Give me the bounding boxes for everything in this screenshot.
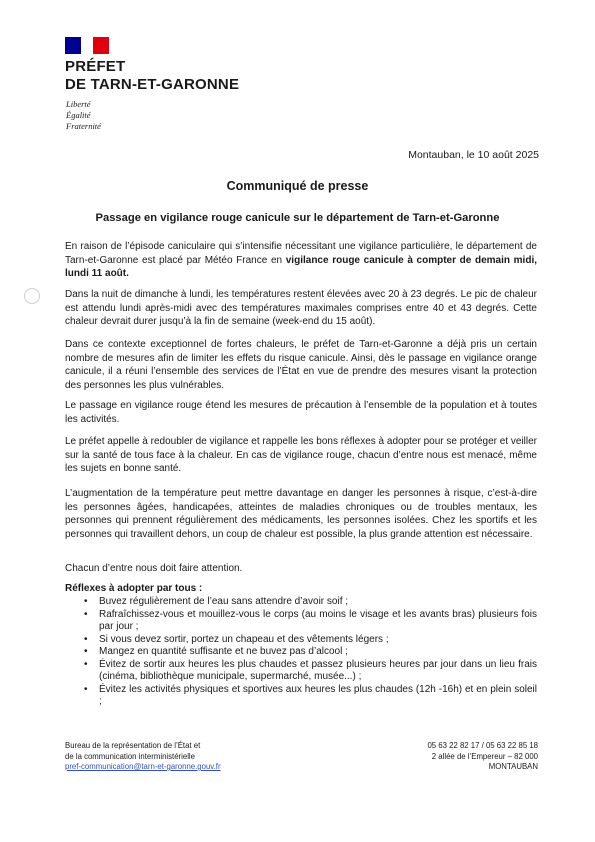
org-name-line1: PRÉFET <box>65 58 126 75</box>
list-item: • Si vous devez sortir, portez un chapeau et des vêtements légers ; <box>99 634 537 647</box>
footer-city: MONTAUBAN <box>488 762 538 771</box>
punch-hole-mark <box>24 288 40 304</box>
motto-egalite: Égalité <box>66 110 91 120</box>
footer-office-line2: de la communication interministérielle <box>65 751 196 761</box>
list-item: • Rafraîchissez-vous et mouillez-vous le corps (au moins le visage et les avants bras) plusieurs fois par jour ; <box>99 609 537 634</box>
marianne-flag-logo <box>65 37 109 54</box>
reflexes-heading: Réflexes à adopter par tous : <box>65 583 203 594</box>
footer-address: 2 allée de l’Empereur – 82 000 <box>431 751 538 761</box>
org-name-line2: DE TARN-ET-GARONNE <box>65 76 240 93</box>
motto-fraternite: Fraternité <box>66 121 101 131</box>
footer-office-line1: Bureau de la représentation de l’État et <box>65 741 201 750</box>
paragraph-4: Le passage en vigilance rouge étend les mesures de précaution à l’ensemble de la population et à toutes les activités. <box>65 400 537 425</box>
list-item: • Buvez régulièrement de l’eau sans attendre d’avoir soif ; <box>99 596 537 609</box>
footer-phones: 05 63 22 82 17 / 05 63 22 85 18 <box>427 741 538 750</box>
paragraph-7: Chacun d’entre nous doit faire attention. <box>65 563 243 574</box>
footer-contact-office <box>65 741 221 773</box>
paragraph-3: Dans ce contexte exceptionnel de fortes chaleurs, le préfet de Tarn-et-Garonne a déjà pris un certain nombre de mesures afin de limiter les effets du risque canicule. Ainsi, dès le passage en vigilance orange canicule, il a réuni l’ensemble des services de l’État en vue de prendre des mesures visant la protection des personnes les plus vulnérables. <box>65 339 537 391</box>
paragraph-1-text: En raison de l’épisode caniculaire qui s’intensifie nécessitant une vigilance particulière, le département de Tarn-et-Garonne est placé par Météo France en <box>65 241 537 266</box>
document-subtitle: Passage en vigilance rouge canicule sur le département de Tarn-et-Garonne <box>95 212 500 224</box>
list-item: • Évitez les activités physiques et sportives aux heures les plus chaudes (12h -16h) et en plein soleil ; <box>99 684 537 709</box>
reflexes-list <box>65 596 537 709</box>
footer-contact-address <box>427 741 538 773</box>
paragraph-2: Dans la nuit de dimanche à lundi, les températures restent élevées avec 20 à 23 degrés. Le pic de chaleur est attendu lundi après-midi avec des températures maximales comprises entre 40 et 43 degrés. Cette chaleur devrait durer jusqu’à la fin de semaine (week-end du 15 août). <box>65 289 537 327</box>
list-item: • Évitez de sortir aux heures les plus chaudes et passez plusieurs heures par jour dans un lieu frais (cinéma, bibliothèque municipale, supermarché, musée...) ; <box>99 659 537 684</box>
dateline: Montauban, le 10 août 2025 <box>408 149 539 161</box>
paragraph-1 <box>65 240 537 281</box>
footer-email-link[interactable]: pref-communication@tarn-et-garonne.gouv.fr <box>65 762 221 771</box>
document-title: Communiqué de presse <box>226 179 369 193</box>
motto-liberte: Liberté <box>66 99 91 109</box>
list-item: • Mangez en quantité suffisante et ne buvez pas d’alcool ; <box>99 646 537 659</box>
paragraph-6: L’augmentation de la température peut mettre davantage en danger les personnes à risque, c’est-à-dire les personnes âgées, handicapées, atteintes de maladies chroniques ou de troubles mentaux, les personnes qui prennent régulièrement des médicaments, les personnes isolées. Chez les sportifs et les personnes qui travaillent dehors, un coup de chaleur est possible, la plus grande attention est nécessaire. <box>65 488 537 540</box>
paragraph-1-bold: vigilance rouge canicule à compter de demain midi, lundi 11 août. <box>65 254 538 279</box>
paragraph-5: Le préfet appelle à redoubler de vigilance et rappelle les bons réflexes à adopter pour se protéger et veiller sur la santé de tous face à la chaleur. En cas de vigilance rouge, chacun d’entre nous est menacé, même les sujets en bonne santé. <box>65 436 537 474</box>
